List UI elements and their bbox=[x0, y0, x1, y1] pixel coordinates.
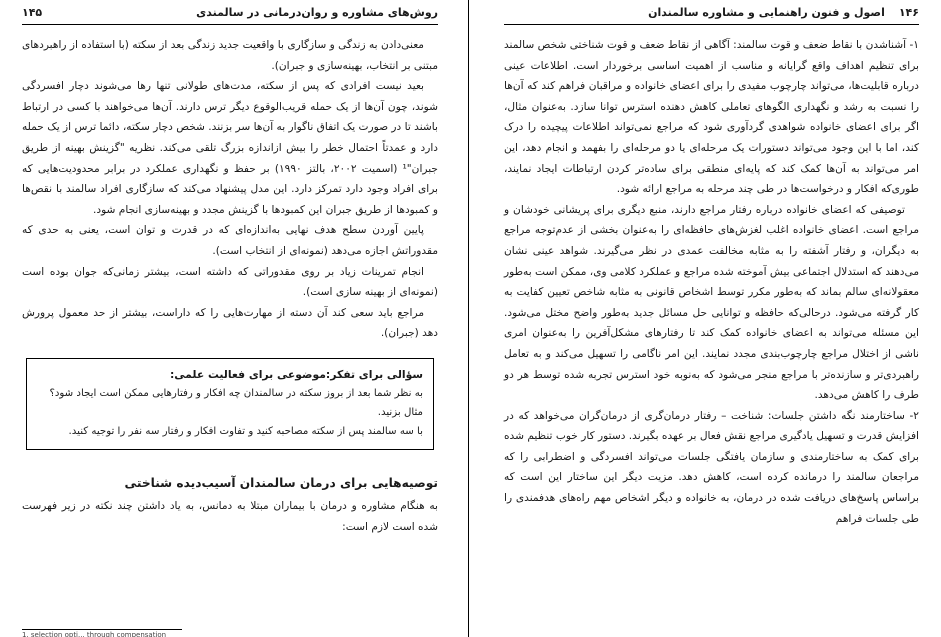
right-page bbox=[486, 0, 941, 637]
question-box-line: با سه سالمند پس از سکته مصاحبه کنید و تفاوت افکار و رفتار سه نفر را توجیه کنید. bbox=[68, 425, 423, 437]
paragraph: توصیفی که اعضای خانواده درباره رفتار مراجع دارند، منبع دیگری برای پریشانی خودشان و مراجع است. اعضای خانواده اغلب لغزش‌های حافظه‌ای را به‌عنوان بخشی از عدم‌توجه مراجع به دیگران، و رفتار آشفته را به مثابه مخالفت عمدی در نظر می‌گیرند. شواهد عینی نشان می‌دهند که استدلال اجتماعی بیش آموخته شده مراجع و عملکرد کلامی وی، ممکن است به‌طور معقولانه‌ای سالم بماند که به‌طور مکرر توسط اشخاص قانونی به مثابه شاخص تعیین کفایت به کار گرفته می‌شود. درحالی‌که حافظه و توانایی حل مسائل جدید به‌طور واضح مختل می‌شود. این مسئله می‌تواند به اعضای خانواده کمک کند تا رفتارهای مشکل‌آفرین را به‌عنوان امری ناشی از اختلال مراجع چارچوب‌بندی مجدد نمایند. این امر ناگامی را تسهیل می‌کند و به تعامل راهبردی‌تر و سازنده‌تر با مراجع منجر می‌شود که به‌نوبه خود استرس تجربه شده توسط هر دو طرف را کاهش می‌دهد. bbox=[504, 203, 919, 402]
left-running-title: روش‌های مشاوره و روان‌درمانی در سالمندی bbox=[196, 5, 438, 19]
paragraph: به هنگام مشاوره و درمان با بیماران مبتلا به دمانس، به یاد داشتن چند نکته در زیر فهرست شده است لازم است: bbox=[22, 499, 438, 533]
right-page-header bbox=[504, 0, 919, 25]
paragraph: معنی‌دادن به زندگی و سازگاری با واقعیت جدید زندگی بعد از سکته (با استفاده از راهبردهای مبتنی بر انتخاب، بهینه‌سازی و جبران). bbox=[22, 39, 438, 72]
left-page-number: ۱۴۵ bbox=[22, 5, 43, 19]
question-box-title: سؤالی برای تفکر:موضوعی برای فعالیت علمی: bbox=[169, 367, 423, 381]
question-box bbox=[26, 358, 434, 450]
right-page-body bbox=[504, 35, 919, 529]
left-page bbox=[0, 0, 458, 637]
right-running-title: اصول و فنون راهنمایی و مشاوره سالمندان bbox=[648, 5, 885, 19]
question-box-line: به نظر شما بعد از بروز سکته در سالمندان چه افکار و رفتارهایی ممکن است ایجاد شود؟ bbox=[49, 387, 423, 399]
section-heading: توصیه‌هایی برای درمان سالمندان آسیب‌دیده شناختی bbox=[124, 475, 438, 490]
paragraph: ۲- ساختارمند نگه داشتن جلسات: شناخت – رفتار درمان‌گری از درمان‌گران می‌خواهد که در افزایش قدرت و تسهیل یادگیری مراجع نقش فعال بر عهده بگیرند. دستور کار خوب تنظیم شده برای کمک به ساختارمندی و سازمان یافتگی جلسات می‌تواند افسردگی و اضطرابی را که مراجعان سالمند را درمانده کرده است، کاهش دهد. مزیت دیگر این ساختار این است که براساس پاسخ‌های دریافت شده در درمان، به خانواده و دیگر اشخاص مهم راه‌های هدفمندی را طی جلسات فراهم bbox=[504, 409, 919, 525]
question-box-line: مثال بزنید. bbox=[377, 406, 423, 418]
left-page-body bbox=[22, 35, 438, 344]
section-body bbox=[22, 496, 438, 537]
paragraph: مراجع باید سعی کند آن دسته از مهارت‌هایی را که داراست، بیشتر از حد معمول پرورش دهد (جبران). bbox=[22, 306, 438, 340]
right-page-number: ۱۴۶ bbox=[898, 5, 919, 19]
paragraph: بعید نیست افرادی که پس از سکته، مدت‌های طولانی تنها رها می‌شوند دچار افسردگی شوند، چون آن‌ها از یک حمله قریب‌الوقوع دیگر ترس دارند. آن‌ها می‌خواهند با کسی در ارتباط باشند تا در صورت یک اتفاق ناگوار به آن‌ها سر بزنند. شخص دچار سکته، دائما ترس از یک حمله دارد و عمدتاً احتمال خطر را بیش ازاندازه بزرگ تلقی می‌کند. نظریه "گزینش بهینه از طریق جبران"¹ (اسمیت ۲۰۰۲، بالتز ۱۹۹۰) بر حفظ و نگهداری عملکرد در برابر محدودیت‌هایی که برای افراد وجود دارد تمرکز دارد. این مدل پیشنهاد می‌کند که سازگاری افراد سالمند با نقص‌ها و کمبودها از طریق جبران این کمبودها با گزینش مجدد و بهینه‌سازی انجام شود. bbox=[22, 80, 438, 216]
page-gutter bbox=[458, 0, 486, 637]
paragraph: ۱- آشناشدن با نقاط ضعف و قوت سالمند: آگاهی از نقاط ضعف و قوت شناختی شخص سالمند برای تنظیم اهداف واقع گرایانه و مناسب از اهمیت اساسی برخوردار است. اطلاعات عینی درباره قابلیت‌ها، می‌تواند چارچوب مفیدی را برای اعضای خانواده و مراقبان فراهم کند که آن‌ها را نسبت به رشد و نگهداری الگوهای تعاملی کاهش دهنده استرس توانا سازد. به‌عنوان مثال، اگر برای اعضای خانواده شواهدی گردآوری شود که مراجع نمی‌تواند اطلاعات پیچیده را درک کند، اما با این وجود می‌تواند دستورات یک مرحله‌ای یا دو مرحله‌ای را بفهمد و انجام دهد، این امر می‌تواند به آن‌ها کمک کند که پایه‌ای منطقی برای ساده‌تر کردن ارتباطات ایجاد نمایند، طوری‌که افکار و درخواست‌ها در طی چند مرحله به مراجع ارائه شود. bbox=[504, 39, 919, 196]
footnote: 1. selection opti... through compensation bbox=[22, 629, 182, 637]
paragraph: انجام تمرینات زیاد بر روی مقدوراتی که داشته است، بیشتر زمانی‌که جوان بوده است (نمونه‌ای از بهینه سازی است). bbox=[22, 265, 438, 299]
gutter-line bbox=[468, 0, 469, 637]
left-page-header bbox=[22, 0, 438, 25]
paragraph: پایین آوردن سطح هدف نهایی به‌اندازه‌ای که در قدرت و توان است، یعنی به حدی که مقدوراتش اجازه می‌دهد (نمونه‌ای از انتخاب است). bbox=[22, 224, 438, 257]
